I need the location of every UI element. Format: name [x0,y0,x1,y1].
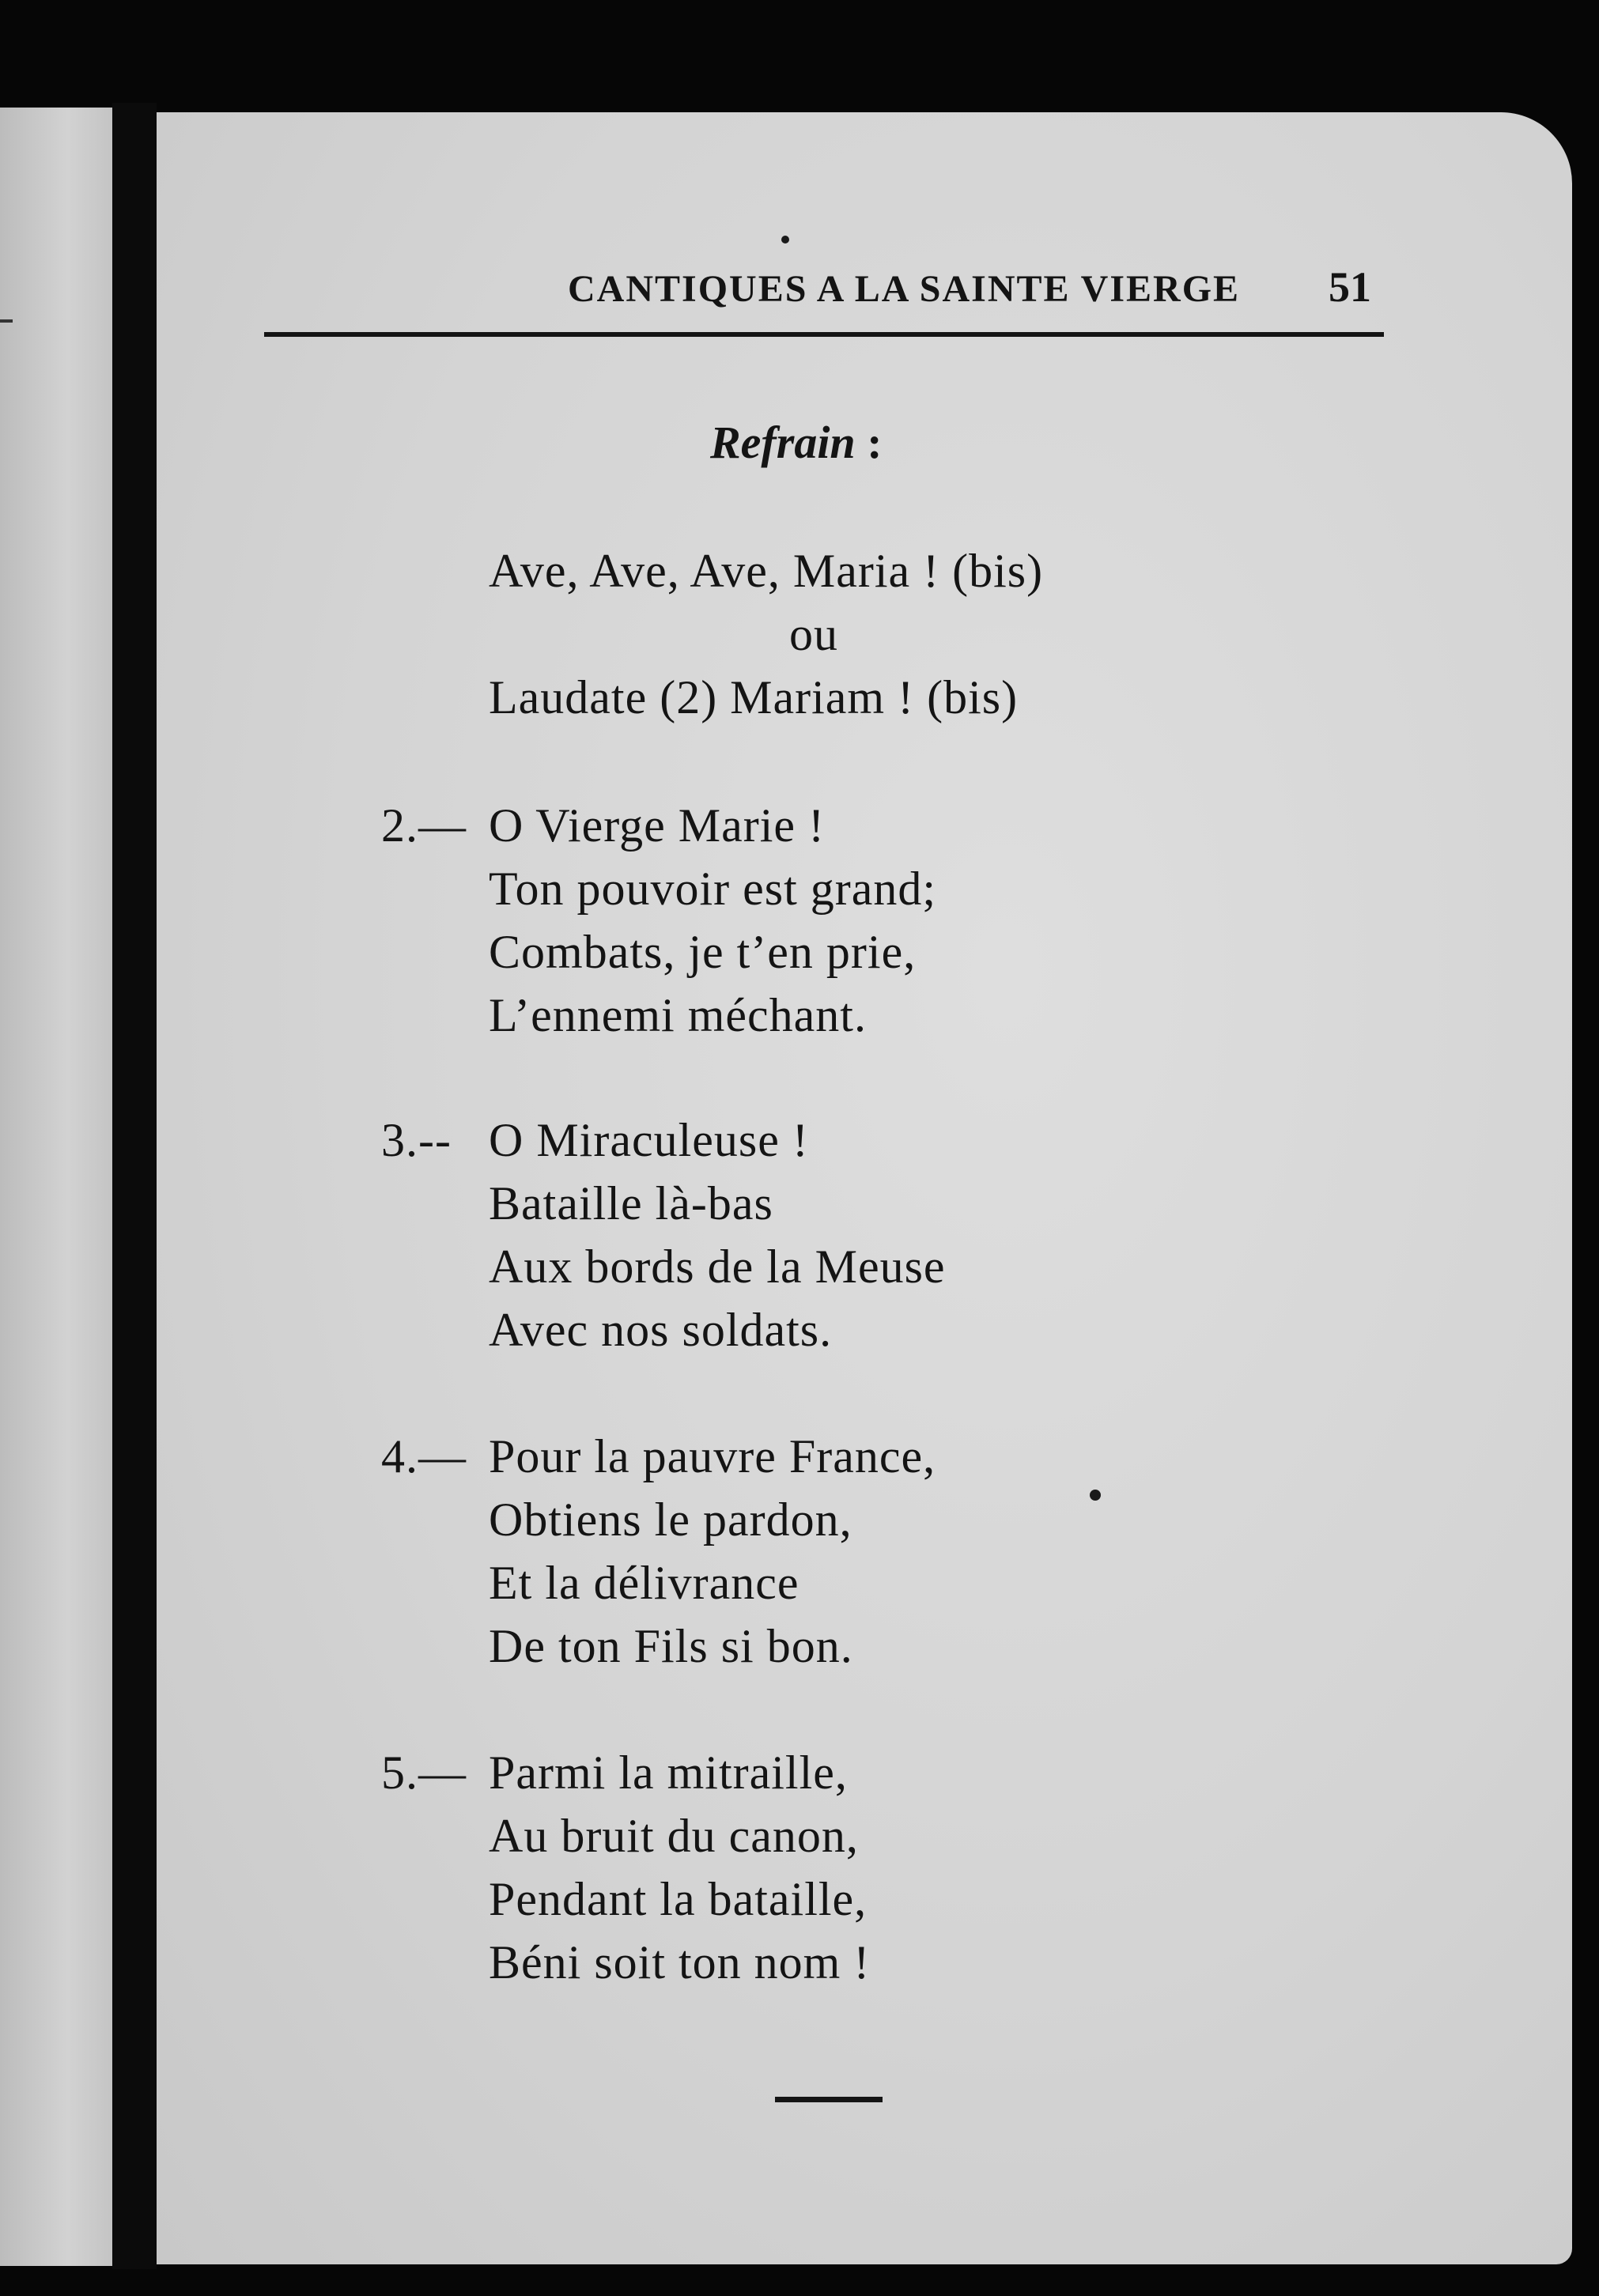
verse-line: Pour la pauvre France, [489,1430,936,1482]
refrain-colon: : [867,417,883,468]
verse-line: Bataille là-bas [489,1177,773,1229]
end-rule [775,2097,883,2102]
running-title: CANTIQUES A LA SAINTE VIERGE [568,268,1241,310]
facing-page-mark [0,319,13,323]
verse-line: O Miraculeuse ! [489,1114,809,1166]
page-number: 51 [1329,263,1371,311]
verse-number: 3.-- [381,1114,452,1166]
verse-line: Ton pouvoir est grand; [489,863,937,915]
verse-line: Obtiens le pardon, [489,1494,852,1546]
ink-speck [781,236,789,244]
book-page [157,112,1572,2264]
verse-number: 2.— [381,799,467,852]
book-gutter [112,103,157,2269]
header-rule [264,332,1384,337]
verse-line: Combats, je t’en prie, [489,926,917,978]
refrain-line: ou [789,608,838,660]
facing-page-edge [0,108,112,2266]
verse-line: Aux bords de la Meuse [489,1241,946,1293]
refrain-heading [710,416,1185,469]
verse-number: 4.— [381,1430,467,1482]
verse-line: Et la délivrance [489,1557,800,1609]
ink-speck [1090,1490,1101,1501]
running-header [264,262,1384,326]
refrain-line: Ave, Ave, Ave, Maria ! (bis) [489,545,1044,597]
verse-line: De ton Fils si bon. [489,1620,853,1672]
verse-line: L’ennemi méchant. [489,989,867,1041]
refrain-line: Laudate (2) Mariam ! (bis) [489,671,1019,723]
verse-line: Parmi la mitraille, [489,1747,848,1799]
verse-number: 5.— [381,1747,467,1799]
verse-line: Pendant la bataille, [489,1873,868,1925]
verse-line: Au bruit du canon, [489,1810,859,1862]
refrain-label: Refrain [710,417,856,468]
verse-line: O Vierge Marie ! [489,799,826,852]
verse-line: Béni soit ton nom ! [489,1936,871,1988]
verse-line: Avec nos soldats. [489,1304,833,1356]
